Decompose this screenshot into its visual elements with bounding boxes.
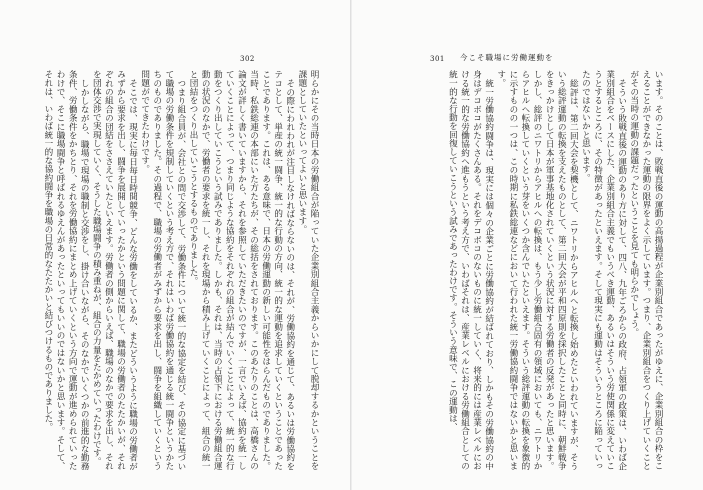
paragraph: そういう敗戦直後の運動のあり方に対して、四八、九年ごろからの政府、占領軍の政策は、いわば企業別組合をベースにした、企業別組合主義でもいうべき運動、あるいはそういう労使関係に変えていこうとするところに、その特徴があったといえます。そして現実にも運動はそういうところに陥っていったのではないかと思います。	[580, 70, 627, 470]
paragraph: 総評は、第二回大会を契機として、ニワトリからアヒルへと転換し始めたといわれていますが、そういう総評運動の転換を支えたものとして、第二回大会が平和四原則を採択したことと同時に、朝鮮戦争をきっかけとして日本が軍事基地化されていくという状況に対する労働者の反発があったと思います。しかし、総評のニワトリからアヒルへの転換は、もう少し労働組合固有の領域においても、ニワトリからアヒルへ転換していくという芽をいくつか含んでいたといえます。そういう総評運動の転換を象徴的に示すものの一つは、この時期に私鉄総連などにおいて行われた統一労働協約闘争ではないかと思います。	[495, 70, 579, 470]
paragraph: その際にわれわれが注目しなければならないのは、それが、労働協約を通じて、あるいは労働協約をテコとして、単産の統一闘争、統一的な行動の方向、統一的な運動を追求していくということであったことであります。これは、ある意味で、日本の労働運動の新しい可能性をはらんだものでありました。当時、私鉄総連の本部にいた方たちが、その総括をされております。このあたりのことは、高橋さんの論文が詳しく書いていますから、それを参照していただきたいのですが、一言でいえば、協約を統一していくことによって、つまり同じような協約をそれぞれの組合が結んでいくことによって、統一的な行動をつくり出していこうという試みでありました。しかも、それは、当時の占領下における労働組合運動の状況のなかで、労働者の要求を統一し、それを現場から積み上げていくことによって、組合の統一と団結をつくり出していこうとするものでありました。	[188, 70, 295, 470]
paragraph: 統一労働協約闘争は、現実には個々の企業ごとに労働協約が結ばれており、しかもその労働協約の中身はデコボコがたくさんある。それをデコボコのないものに統一していく、将来的には産業レベルにおける統一的な労働協約へ進もうという考え方で、いわばそれは、産業レベルにおける労働組合としての統一的な行動を回復していこうという試みであったわけです。そういう意味で、この運動は、	[447, 70, 494, 470]
paragraph: います。そのことは、敗戦直後の運動の高揚過程が企業別組合であったがゆえに、企業別組合の枠をこえることができなかった運動の限界をよく示しています。つまり、企業別組合をつくり上げていくことがその当時の運動の課題だったということを見ても明らかでしょう。	[628, 70, 663, 470]
page-number-left: 302	[240, 55, 255, 63]
running-head: 今こそ職場に労働運動を	[460, 53, 554, 62]
paragraph: 明らかにその当時日本の労働組合が陥っていた企業別組合主義からいかにして脱却するかということを課題としていたといってよいと思います。	[296, 70, 319, 470]
paragraph: つまり組合員が、会社との間で交渉して、労働条件について統一的な協定を結び、その協定に基づいて職場の労働条件を規制していくという考え方で、それはいわば労働協約を通じる統一闘争というかたちのものでありました。その過程で、職場の労働者がみずから要求を出し、闘争を組織していくという問題がでてきたわけです。	[139, 70, 186, 470]
paragraph: そこでは、現実に毎日毎日時間競争、どんな労働をしているか、またどういうように職場の労働者がみずから要求を出し、闘争を展開していったかという問題に関して、職場の労働者のたたかいが、それぞれの組合の団結をささえていたといえます。労働者の側からいえば、職場のなかで要求を出し、それを団体交渉で実現していく、そうした職場闘争の積み重ねが、組合の力量をたかめていったわけです。	[91, 70, 138, 470]
left-page-body	[32, 70, 320, 470]
paragraph: しかしながら、職場で現場の職制と交渉をし、掛け合いながら、そのなかでいくつかの前進的な勤務条件、労働条件をかちとり、それを労働協約にまとめ上げていくという方向で運動が進められていったわけで、そこに職場闘争と呼ばれるゆえんがあったといってもいいのではないかと思います。そして、それは、いわば統一的な協約闘争を職場の日常的なたたかいと結びつけるものでありました。	[42, 70, 90, 470]
right-page	[352, 0, 703, 490]
page-number-right: 301	[430, 55, 445, 63]
right-page-body	[388, 70, 664, 470]
